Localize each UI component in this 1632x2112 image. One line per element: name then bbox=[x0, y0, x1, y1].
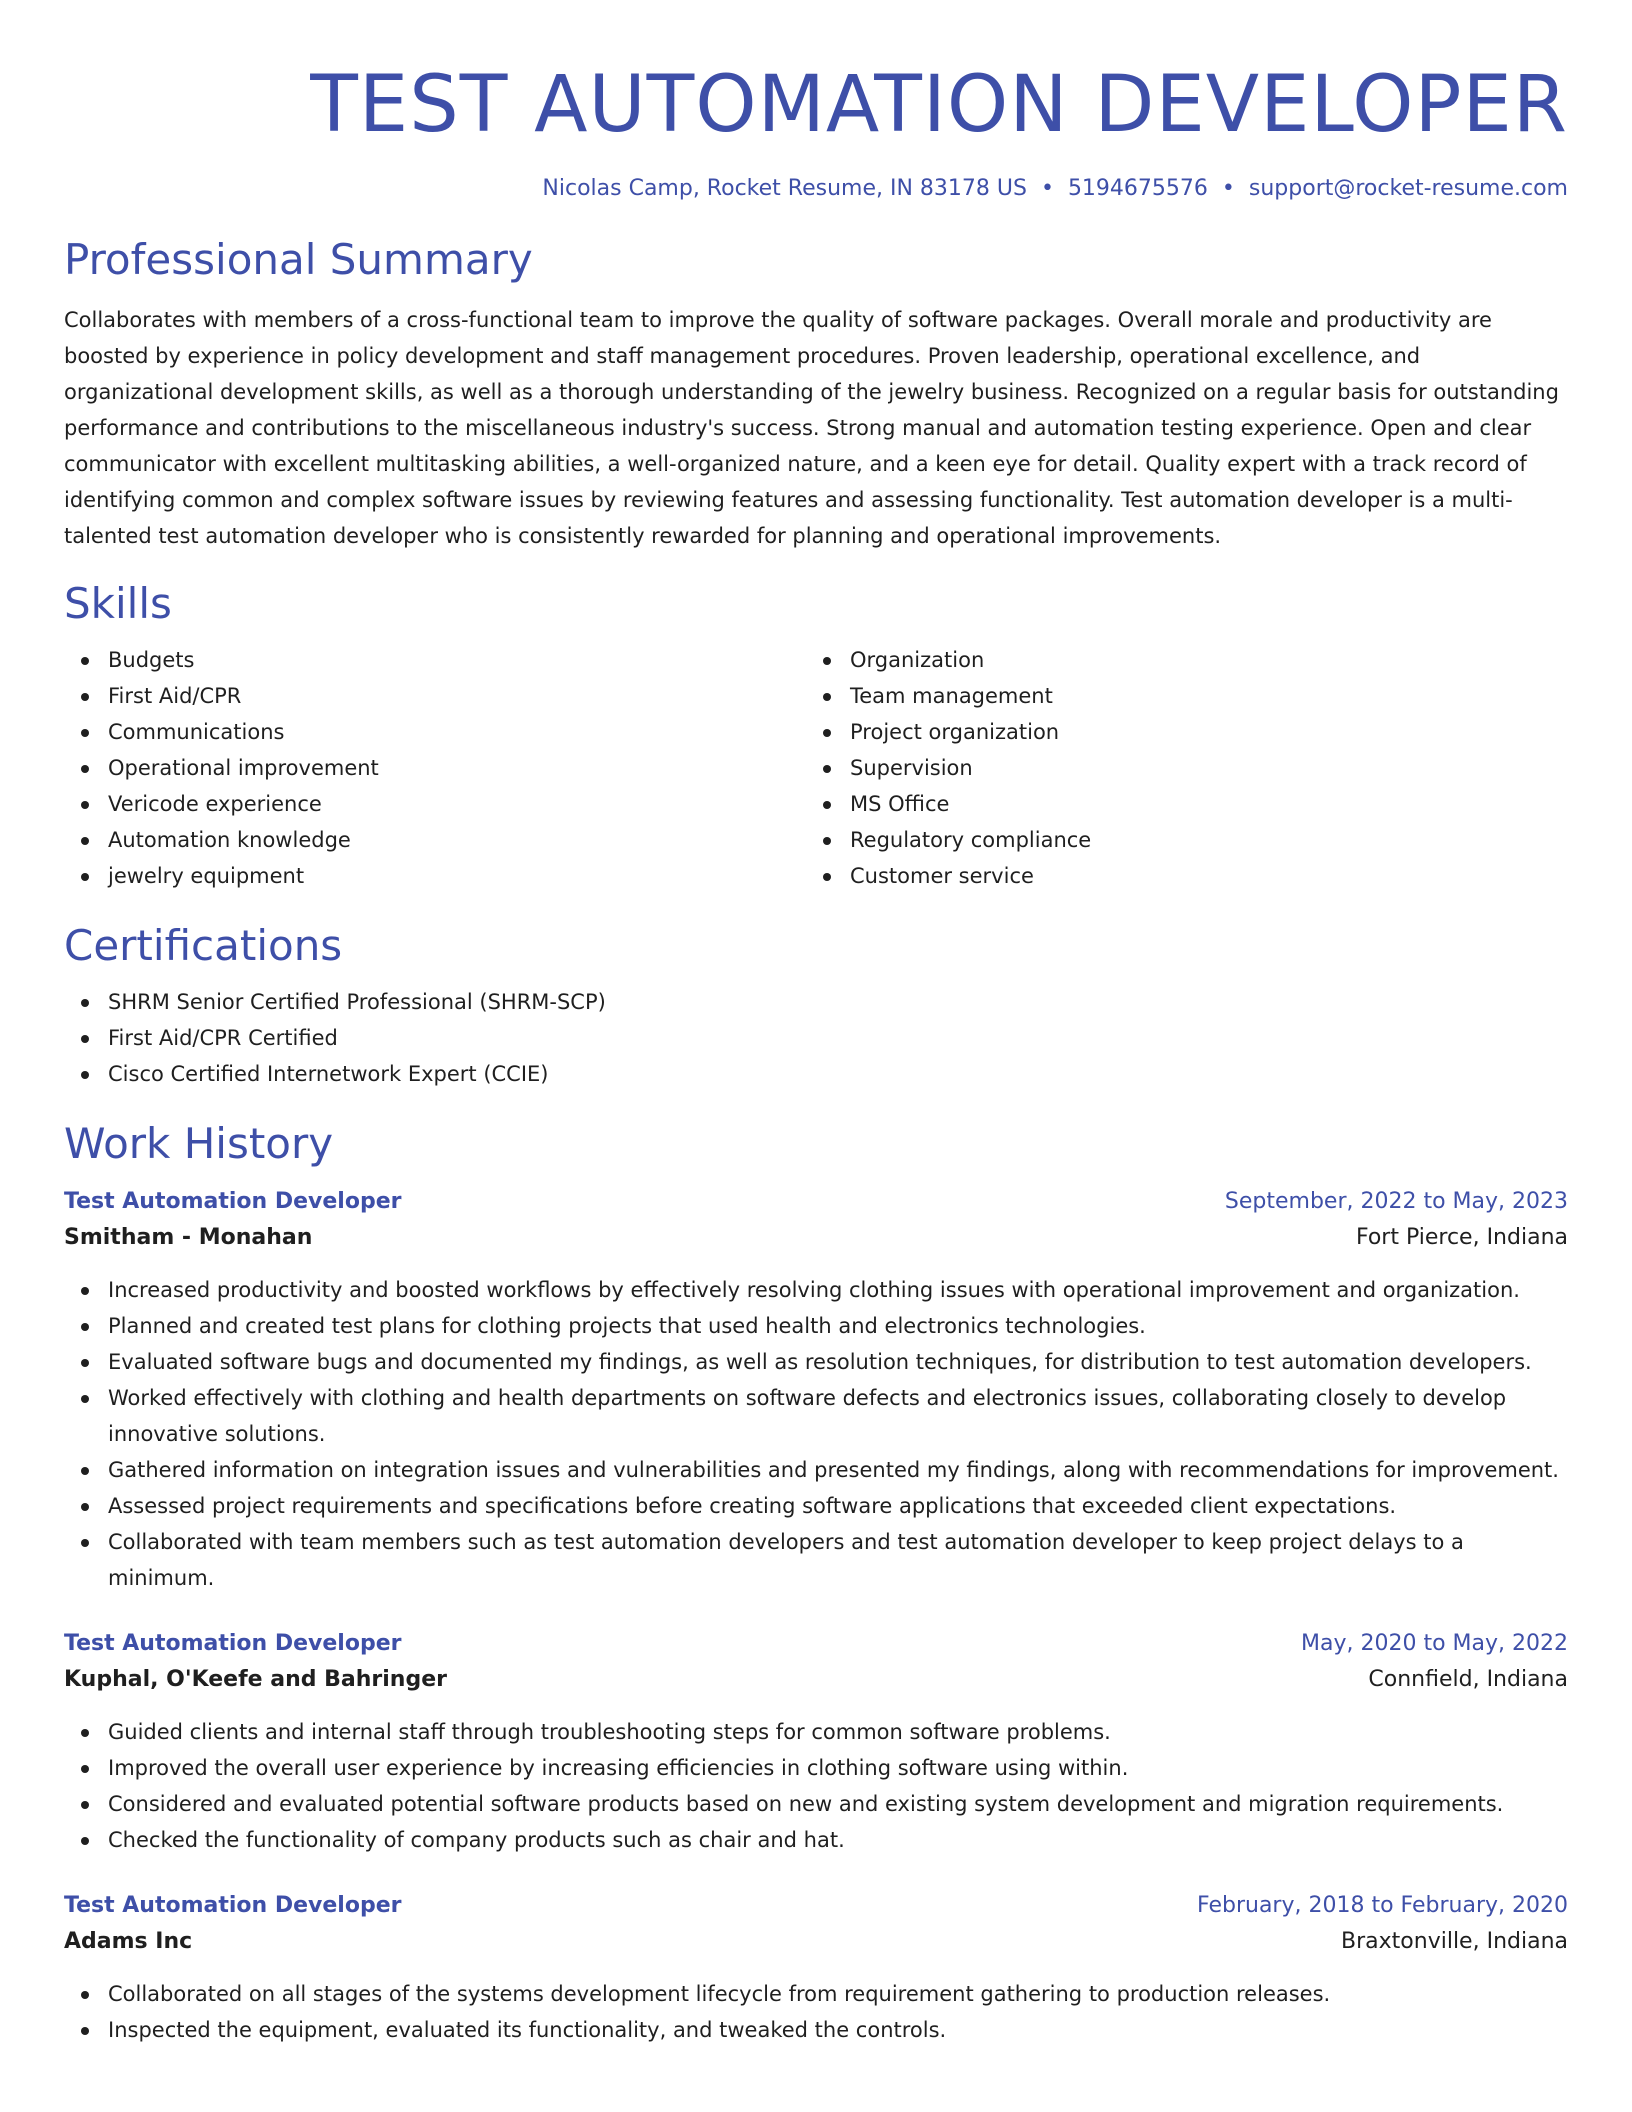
job-location: Fort Pierce, Indiana bbox=[1355, 1225, 1568, 1250]
job-duty: Checked the functionality of company products such as chair and hat. bbox=[64, 1822, 1568, 1858]
job-duty: Assessed project requirements and specifications before creating software applications that exceeded client expectations. bbox=[64, 1488, 1568, 1524]
skills-heading: Skills bbox=[64, 579, 172, 628]
skill-item: Budgets bbox=[64, 642, 806, 678]
job-header-row bbox=[64, 1626, 1568, 1662]
skill-item: MS Office bbox=[806, 786, 1548, 822]
job-location: Braxtonville, Indiana bbox=[1341, 1929, 1568, 1954]
job-entry bbox=[64, 1184, 1568, 1596]
job-duty: Inspected the equipment, evaluated its functionality, and tweaked the controls. bbox=[64, 2012, 1568, 2048]
skills-list-left bbox=[64, 642, 806, 894]
job-header-row bbox=[64, 1888, 1568, 1924]
job-header-row bbox=[64, 1184, 1568, 1220]
job-title: Test Automation Developer bbox=[64, 1189, 402, 1214]
skill-item: First Aid/CPR bbox=[64, 678, 806, 714]
job-location: Connfield, Indiana bbox=[1368, 1667, 1568, 1692]
skills-list-right bbox=[806, 642, 1548, 894]
job-duty: Increased productivity and boosted workflows by effectively resolving clothing issues with operational improvement and organization. bbox=[64, 1272, 1568, 1308]
skill-item: Organization bbox=[806, 642, 1548, 678]
skill-item: Communications bbox=[64, 714, 806, 750]
summary-heading: Professional Summary bbox=[64, 235, 533, 284]
job-company: Kuphal, O'Keefe and Bahringer bbox=[64, 1667, 447, 1692]
job-dates: May, 2020 to May, 2022 bbox=[1301, 1631, 1568, 1656]
skill-item: Supervision bbox=[806, 750, 1548, 786]
certifications-heading: Certifications bbox=[64, 921, 343, 970]
job-duties-list bbox=[64, 1976, 1568, 2048]
job-duty: Collaborated with team members such as test automation developers and test automation developer to keep project delays to a minimum. bbox=[64, 1524, 1568, 1596]
job-duty: Planned and created test plans for clothing projects that used health and electronics technologies. bbox=[64, 1308, 1568, 1344]
job-duty: Improved the overall user experience by increasing efficiencies in clothing software using within. bbox=[64, 1750, 1568, 1786]
skills-columns bbox=[64, 642, 1568, 894]
certification-item: First Aid/CPR Certified bbox=[64, 1020, 1568, 1056]
certification-item: SHRM Senior Certified Professional (SHRM-SCP) bbox=[64, 984, 1568, 1020]
job-duty: Gathered information on integration issues and vulnerabilities and presented my findings, along with recommendations for improvement. bbox=[64, 1452, 1568, 1488]
skill-item: Customer service bbox=[806, 858, 1548, 894]
contact-separator: • bbox=[1221, 176, 1235, 201]
skill-item: Vericode experience bbox=[64, 786, 806, 822]
job-title: Test Automation Developer bbox=[64, 1893, 402, 1918]
skill-item: Automation knowledge bbox=[64, 822, 806, 858]
job-duty: Guided clients and internal staff through troubleshooting steps for common software problems. bbox=[64, 1714, 1568, 1750]
job-duties-list bbox=[64, 1272, 1568, 1596]
skill-item: Project organization bbox=[806, 714, 1548, 750]
job-company-row bbox=[64, 1220, 1568, 1256]
job-entry bbox=[64, 1626, 1568, 1858]
job-company: Adams Inc bbox=[64, 1929, 193, 1954]
job-company-row bbox=[64, 1924, 1568, 1960]
skill-item: jewelry equipment bbox=[64, 858, 806, 894]
work-history-heading: Work History bbox=[64, 1119, 334, 1168]
job-duty: Worked effectively with clothing and health departments on software defects and electronics issues, collaborating closely to develop innovative solutions. bbox=[64, 1380, 1568, 1452]
skill-item: Operational improvement bbox=[64, 750, 806, 786]
contact-separator: • bbox=[1040, 176, 1054, 201]
job-company-row bbox=[64, 1662, 1568, 1698]
job-title: Test Automation Developer bbox=[64, 1631, 402, 1656]
job-dates: September, 2022 to May, 2023 bbox=[1224, 1189, 1568, 1214]
contact-address: Nicolas Camp, Rocket Resume, IN 83178 US bbox=[542, 176, 1027, 201]
certifications-list bbox=[64, 984, 1568, 1092]
job-company: Smitham - Monahan bbox=[64, 1225, 313, 1250]
job-duty: Considered and evaluated potential software products based on new and existing system development and migration requirements. bbox=[64, 1786, 1568, 1822]
job-entry bbox=[64, 1888, 1568, 2048]
contact-phone: 5194675576 bbox=[1067, 176, 1208, 201]
job-duty: Evaluated software bugs and documented my findings, as well as resolution techniques, for distribution to test automation developers. bbox=[64, 1344, 1568, 1380]
job-dates: February, 2018 to February, 2020 bbox=[1197, 1893, 1568, 1918]
contact-email: support@rocket-resume.com bbox=[1248, 176, 1568, 201]
contact-line bbox=[64, 174, 1568, 204]
candidate-name: TEST AUTOMATION DEVELOPER bbox=[310, 60, 1568, 150]
summary-text: Collaborates with members of a cross-functional team to improve the quality of software packages. Overall morale and productivity are boosted by experience in policy development and staff management procedures. Proven leadership, operational excellence, and organizational development skills, as well as a thorough understanding of the jewelry business. Recognized on a regular basis for outstanding performance and contributions to the miscellaneous industry's success. Strong manual and automation testing experience. Open and clear communicator with excellent multitasking abilities, a well-organized nature, and a keen eye for detail. Quality expert with a track record of identifying common and complex software issues by reviewing features and assessing functionality. Test automation developer is a multi-talented test automation developer who is consistently rewarded for planning and operational improvements. bbox=[64, 308, 1559, 548]
certification-item: Cisco Certified Internetwork Expert (CCIE) bbox=[64, 1056, 1568, 1092]
skill-item: Team management bbox=[806, 678, 1548, 714]
skill-item: Regulatory compliance bbox=[806, 822, 1548, 858]
resume-page bbox=[64, 0, 1568, 2048]
job-duties-list bbox=[64, 1714, 1568, 1858]
job-duty: Collaborated on all stages of the systems development lifecycle from requirement gathering to production releases. bbox=[64, 1976, 1568, 2012]
